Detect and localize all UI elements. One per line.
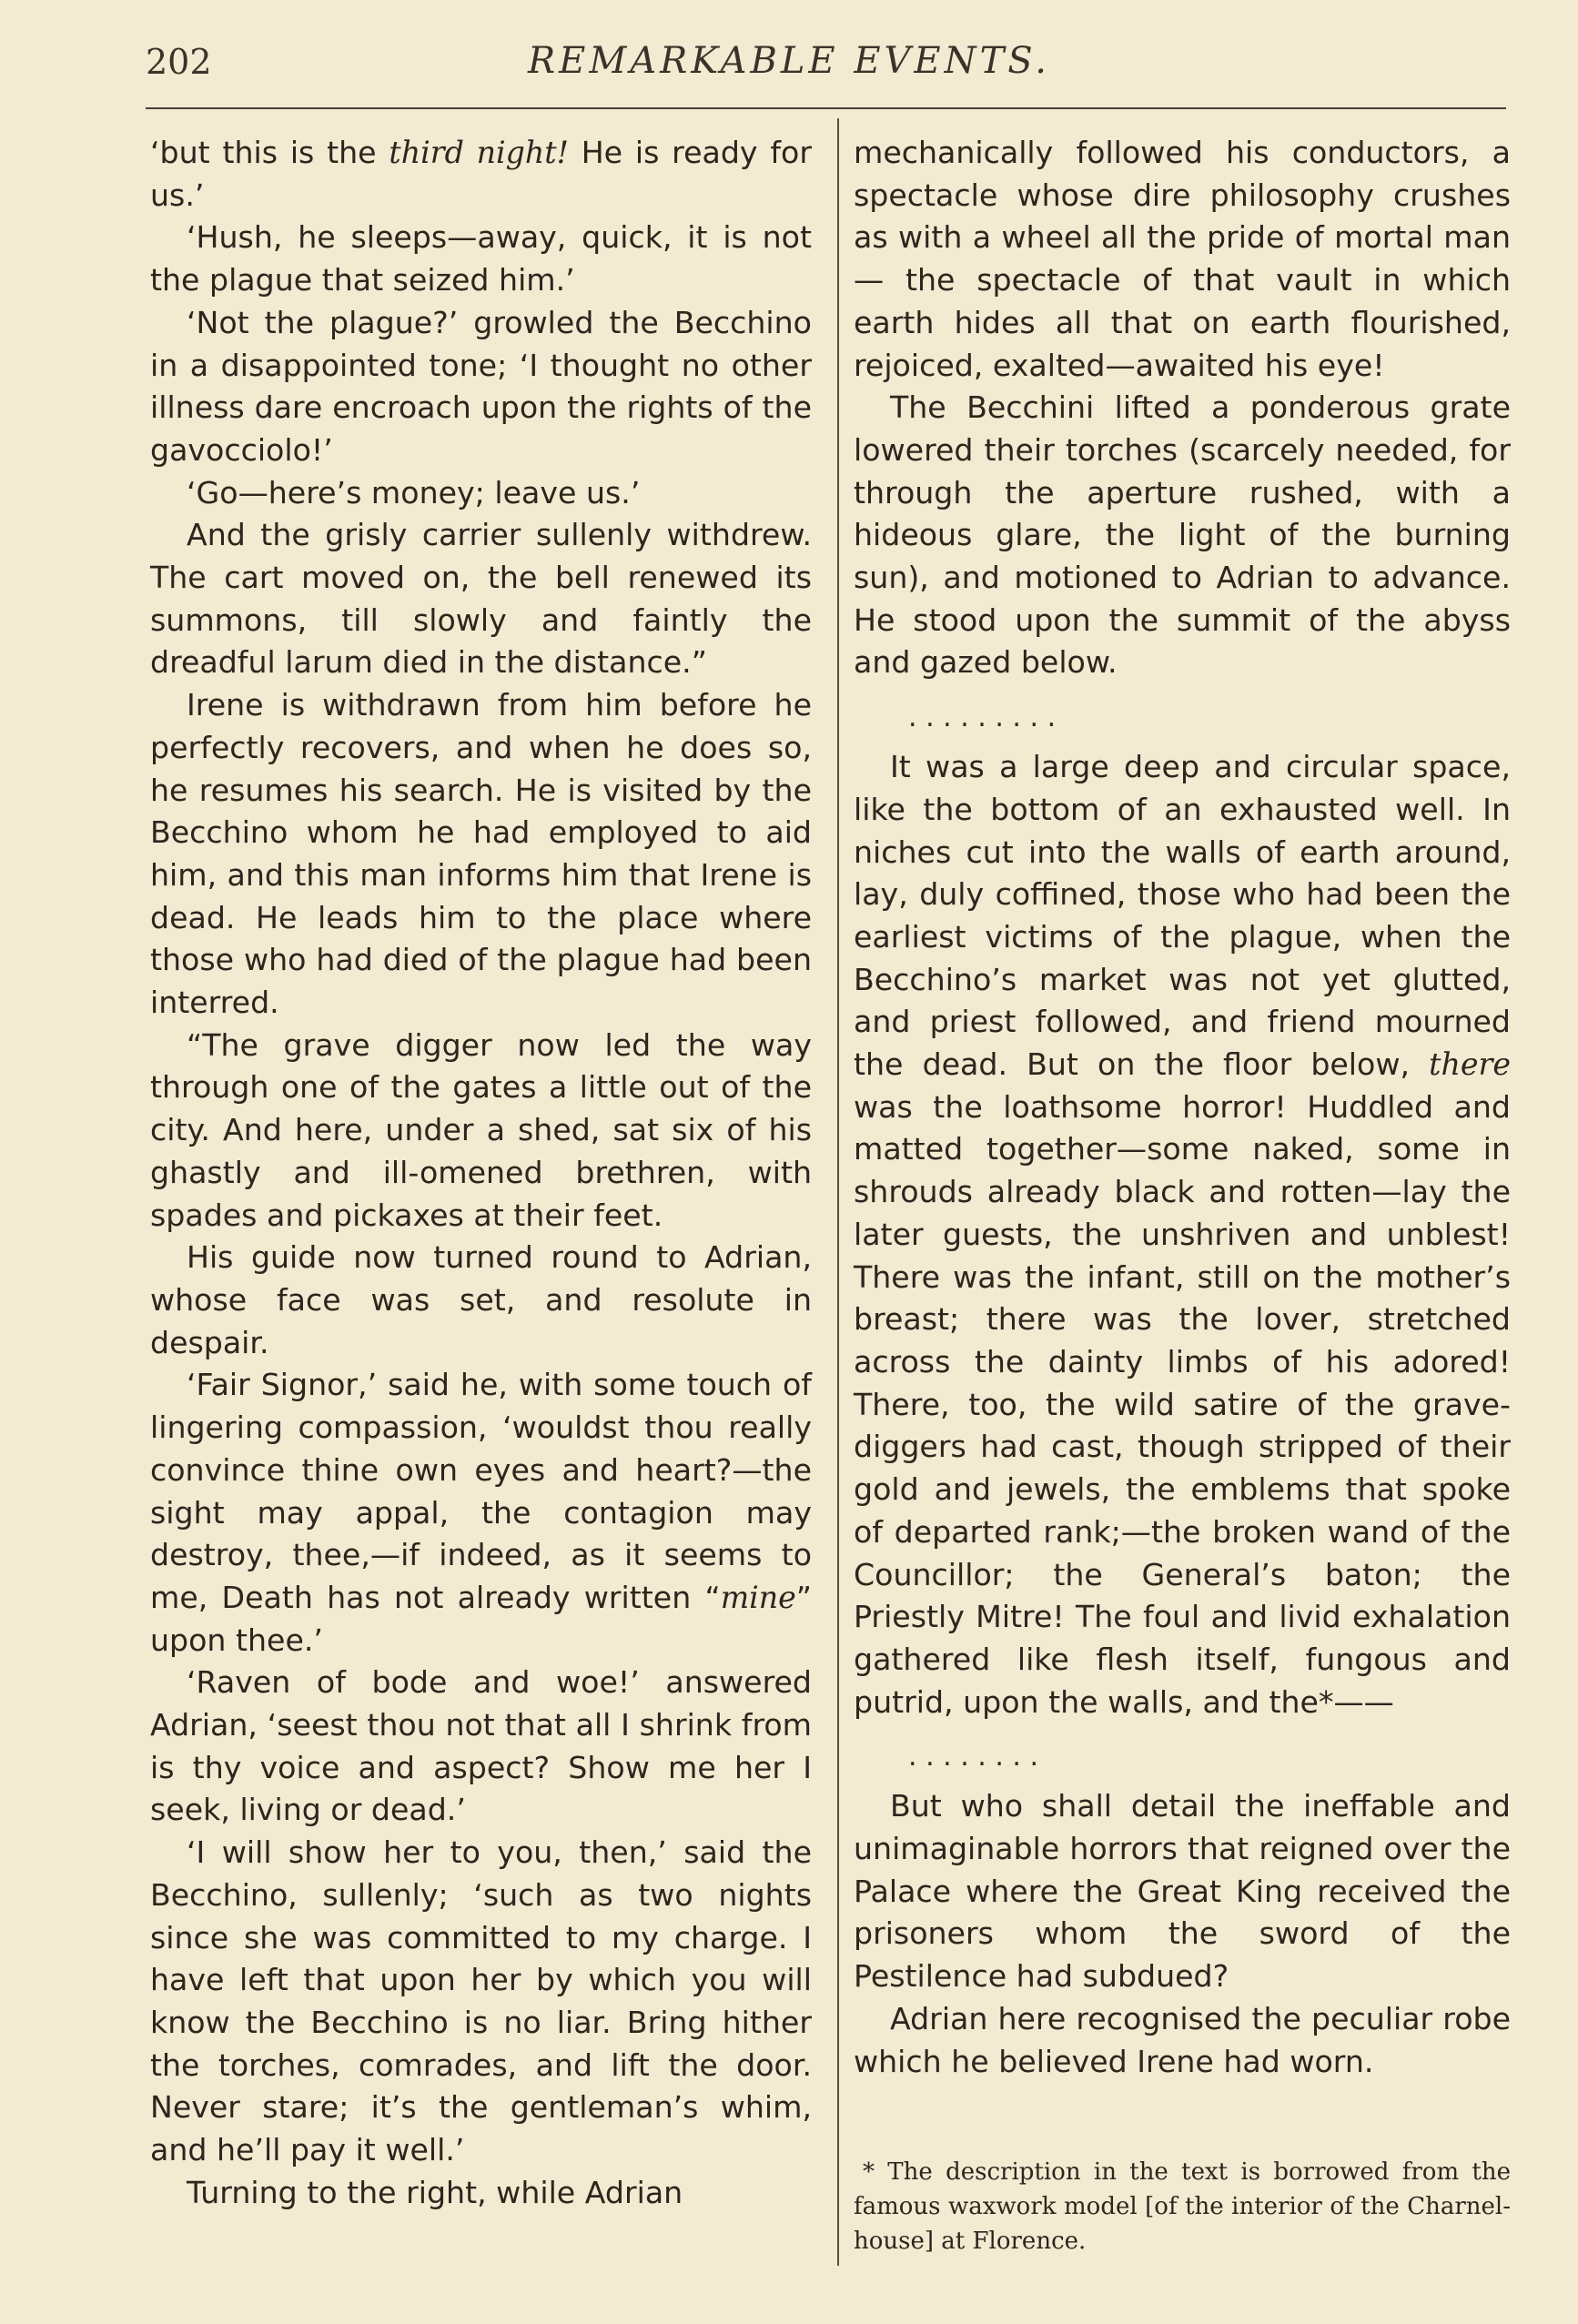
paragraph: [150, 132, 812, 217]
paragraph: mechanically followed his conductors, a spectacle whose dire philosophy crushes as with a wheel all the pride of mortal man — the spectacle of that vault in which earth hides all that on earth flourished, rejoiced, exalted—awaited his eye!: [854, 135, 1511, 383]
paragraph: Adrian here recognised the peculiar robe which he believed Irene had worn.: [854, 2000, 1511, 2079]
paragraph: ‘Not the plague?’ growled the Becchino in a disappointed tone; ‘I thought no other illness dare encroach upon the rights of the gavocciolo!’: [150, 304, 812, 468]
paragraph: [854, 746, 1511, 1723]
paragraph: And the grisly carrier sullenly withdrew. The cart moved on, the bell renewed its summons, till slowly and faintly the dreadful larum died in the distance.”: [150, 517, 812, 681]
ellipsis-row: . . . . . . . .: [908, 1741, 1039, 1773]
paragraph: The Becchini lifted a ponderous grate lowered their torches (scarcely needed, for through the aperture rushed, with a hideous glare, the light of the burning sun), and motioned to Adrian to advance. He stood upon the summit of the abyss and gazed below.: [854, 389, 1511, 681]
italic-text: mine: [720, 1579, 796, 1615]
paragraph: His guide now turned round to Adrian, whose face was set, and resolute in despair.: [150, 1239, 812, 1360]
text-run: It was a large deep and circular space, like the bottom of an exhausted well. In niches cut into the walls of earth around, lay, duly coffined, those who had been the earliest victims of the plague, when the Becchino’s market was not yet glutted, and priest followed, and friend mourned the dead. But on the floor below,: [854, 749, 1511, 1083]
paragraph: “The grave digger now led the way through one of the gates a little out of the city. And here, under a shed, sat six of his ghastly and ill-omened brethren, with spades and pickaxes at their feet.: [150, 1026, 812, 1233]
paragraph: Irene is withdrawn from him before he perfectly recovers, and when he does so, he resumes his search. He is visited by the Becchino whom he had employed to aid him, and this man informs him that Irene is dead. He leads him to the place where those who had died of the plague had been interred.: [150, 687, 812, 1021]
page-number: 202: [146, 42, 212, 82]
text-run: ” upon thee.’: [150, 1579, 812, 1658]
column-divider: [837, 118, 839, 2266]
italic-text: third night!: [389, 135, 569, 170]
text-run: was the loathsome horror! Huddled and matted together—some naked, some in shrouds already black and rotten—lay the later guests, the unshriven and unblest! There was the infant, still on the mother’s breast; there was the lover, stretched across the dainty limbs of his adored! There, too, the wild satire of the grave-diggers had cast, though stripped of their gold and jewels, the emblems that spoke of departed rank;—the broken wand of the Councillor; the General’s baton; the Priestly Mitre! The foul and livid exhalation gathered like flesh itself, fungous and putrid, upon the walls, and the*——: [854, 1088, 1511, 1720]
paragraph: ‘I will show her to you, then,’ said the Becchino, sullenly; ‘such as two nights since she was committed to my charge. I have left that upon her by which you will know the Becchino is no liar. Bring hither the torches, comrades, and lift the door. Never stare; it’s the gentleman’s whim, and he’ll pay it well.’: [150, 1834, 812, 2168]
text-run: ‘but this is the: [150, 135, 389, 170]
italic-text: there: [1429, 1046, 1511, 1083]
header-rule: [146, 107, 1506, 109]
paragraph: ‘Go—here’s money; leave us.’: [187, 474, 641, 510]
paragraph: But who shall detail the ineffable and unimaginable horrors that reigned over the Palace where the Great King received the prisoners whom the sword of the Pestilence had subdued?: [854, 1788, 1511, 1995]
right-column: [854, 132, 1511, 2083]
ellipsis-row: . . . . . . . . .: [908, 702, 1057, 734]
footnote: [854, 2155, 1511, 2258]
running-title: REMARKABLE EVENTS.: [528, 40, 1050, 82]
paragraph: ‘Raven of bode and woe!’ answered Adrian, ‘seest thou not that all I shrink from is thy voice and aspect? Show me her I seek, living or dead.’: [150, 1664, 812, 1828]
paragraph: ‘Hush, he sleeps—away, quick, it is not the plague that seized him.’: [150, 219, 812, 298]
footnote-text: * The description in the text is borrowed from the famous waxwork model [of the interior of the Charnel-house] at Florence.: [854, 2158, 1511, 2255]
left-column: [150, 132, 812, 2214]
paragraph: Turning to the right, while Adrian: [187, 2174, 683, 2210]
text-run: ‘Fair Signor,’ said he, with some touch of lingering compassion, ‘wouldst thou really convince thine own eyes and heart?—the sight may appal, the contagion may destroy, thee,—if indeed, as it seems to me, Death has not already written “: [150, 1367, 812, 1615]
paragraph: [150, 1364, 812, 1662]
text-run: He is ready for us.’: [150, 135, 812, 213]
